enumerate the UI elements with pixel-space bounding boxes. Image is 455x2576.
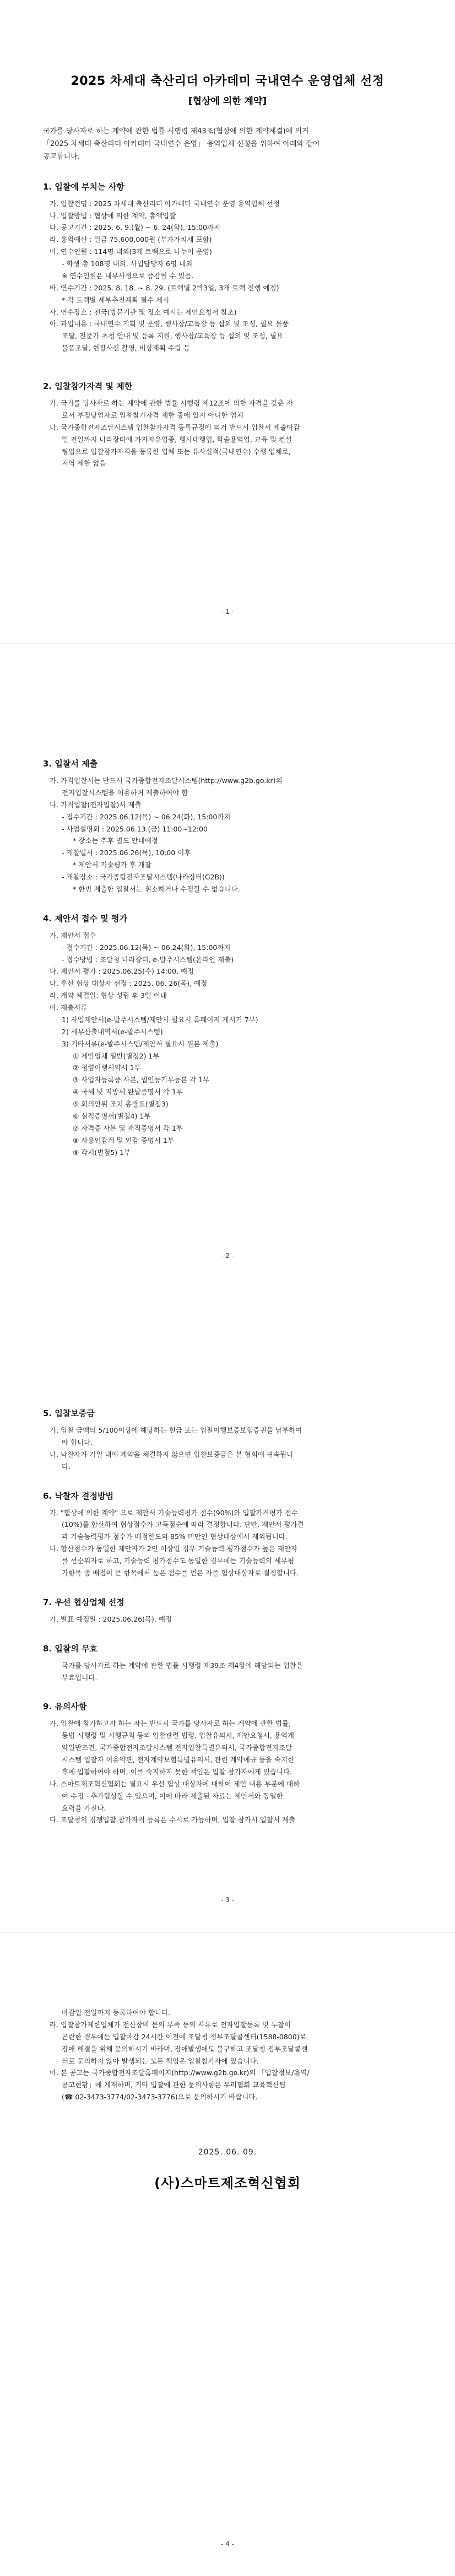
section-line: 마. 연수인원 : 114명 내외(3개 트랙으로 나누어 운영) — [50, 247, 212, 256]
section-line: 시스템 입찰자 이용약관, 전자계약보험특별유의서, 관련 계약예규 등을 숙지한 — [62, 1756, 295, 1764]
section-line: 2) 세부산출내역서(e-발주시스템) — [62, 1027, 163, 1036]
page-number: - 4 - — [221, 2540, 234, 2548]
section-line: - 접수방법 : 조달청 나라장터, e-발주시스템(온라인 제출) — [62, 955, 234, 964]
section-line: 가. 제안서 접수 — [50, 931, 96, 939]
section-line: 가항목 중 배점이 큰 항목에서 높은 점수를 얻은 자를 협상대상자로 결정합니다. — [62, 1568, 299, 1577]
section-1-body — [43, 198, 412, 354]
section-line: * 장소는 추후 별도 안내예정 — [73, 836, 158, 845]
section-5-body — [43, 1424, 412, 1473]
section-6-title: 6. 낙찰자 결정방법 — [43, 1490, 114, 1501]
section-line: 가. 발표 예정일 : 2025.06.26(목), 예정 — [50, 1614, 172, 1623]
intro-paragraph — [43, 126, 412, 163]
section-line: - 학생 총 108명 내외, 사업담당자 6명 내외 — [62, 260, 193, 268]
section-line: 동법 시행령 및 시행규칙 등의 입찰관련 법령, 입찰유의서, 제안요청서, 용역계 — [62, 1731, 295, 1740]
section-line: 여 수정 · 추가협상할 수 있으며, 이에 따라 제출된 자료는 제안서와 동일한 — [62, 1791, 283, 1800]
section-line: 후에 입찰하여야 하며, 이를 숙지하지 못한 책임은 입찰 참가자에게 있습니다. — [62, 1767, 292, 1776]
section-line: 국가를 당사자로 하는 계약에 관한 법률 시행령 제39조 제4항에 해당되는 입찰은 — [62, 1661, 303, 1670]
section-line: 를 선순위자로 하고, 기술능력 평가점수도 동일한 경우에는 기술능력의 세부평 — [62, 1557, 295, 1565]
section-line: 라. 입찰참가제한업체가 전산장비 문의 부족 등의 사유로 전자입찰등록 및 투찰이 — [50, 2020, 291, 2029]
section-line: (☎ 02-3473-3774/02-3473-3776)으로 문의하시기 바랍니다. — [62, 2093, 258, 2102]
section-3-body — [43, 775, 412, 895]
section-4-body — [43, 930, 412, 1159]
section-line: 가. 입찰에 참가하고자 하는 자는 반드시 국가를 당사자로 하는 계약에 관한 법률, — [50, 1719, 291, 1728]
section-7-title: 7. 우선 협상업체 선정 — [43, 1597, 124, 1607]
section-line: 1) 사업제안서(e-발주시스템/제안서 필요시 홈페이지 게시기 7부) — [62, 1015, 258, 1024]
page-1 — [0, 0, 455, 644]
page-2 — [0, 644, 455, 1288]
page-4 — [0, 1932, 455, 2576]
section-line: * 한번 제출한 입찰서는 취소하거나 수정할 수 없습니다. — [73, 884, 240, 893]
section-line: 3) 기타서류(e-발주시스템/제안서 필요시 원본 제출) — [62, 1039, 219, 1048]
section-9-continued — [43, 2007, 412, 2103]
section-line: - 접수기간 : 2025.06.12(목) ~ 06.24(화), 15:00까지 — [62, 943, 231, 952]
section-line: 가. 입찰건명 : 2025 차세대 축산리더 아카데미 국내연수 운영 용역업체 선정 — [50, 199, 280, 208]
intro-line: 공고합니다. — [43, 152, 80, 161]
section-line: 물품조달, 현장사진 촬영, 비상계획 수립 등 — [62, 344, 191, 353]
section-line: 조달, 전문가 초청 안내 및 등록 지원, 행사장/교육장 등 섭외 및 조성, 필요 — [62, 332, 283, 341]
section-line: 전자입찰시스템을 이용하여 제출하여야 함 — [62, 788, 188, 797]
section-line: 라. 용역예산 : 일금 75,600,000원 (부가가치세 포함) — [50, 235, 212, 244]
section-line: 약일반조건, 국가종합전자조달시스템 전자입찰특별유의서, 국가종합전자조달 — [62, 1743, 292, 1752]
page-number: - 2 - — [221, 1251, 234, 1260]
page-number: - 1 - — [221, 607, 234, 615]
section-line: ③ 사업자등록증 사본, 법인등기부등본 각 1부 — [73, 1076, 210, 1084]
section-line: 나. 가격입찰(전자입찰)서 제출 — [50, 800, 142, 809]
section-line: 라. 계약 체결일: 협상 성립 후 3일 이내 — [50, 991, 167, 1000]
section-line: 가. 국가를 당사자로 하는 계약에 관한 법률 시행령 제12조에 의한 자격을 갖춘 자 — [50, 399, 293, 407]
section-line: 효력을 가진다. — [62, 1803, 106, 1812]
section-line: 사. 연수장소 : 전국(방문기관 및 장소 예시는 제안요청서 참조) — [50, 307, 237, 316]
document-title: 2025 차세대 축산리더 아카데미 국내연수 운영업체 선정 — [71, 74, 384, 88]
section-line: 아. 과업내용 : 국내연수 기획 및 운영, 행사장/교육장 등 섭외 및 조성, 필요 물품 — [50, 320, 289, 328]
section-line: ⑨ 각서(별첨5) 1부 — [73, 1148, 131, 1157]
section-line: ④ 국세 및 지방세 완납증명서 각 1부 — [73, 1088, 183, 1097]
section-line: 나. 제안서 평가 : 2025.06.25(수) 14:00, 예정 — [50, 967, 194, 976]
section-2-title: 2. 입찰참가자격 및 제한 — [43, 381, 133, 391]
section-line: 마감일 전일까지 등록하여야 합니다. — [62, 2008, 171, 2017]
section-line: 지역 제한 없음 — [62, 459, 106, 468]
section-line: 공고현황」에 게재하며, 기타 입찰에 관한 문의사항은 우리협회 교육혁신팀 — [62, 2081, 286, 2089]
section-2-body — [43, 397, 412, 469]
organization-name: (사)스마트제조혁신협회 — [154, 2175, 301, 2191]
section-line: (10%)를 합산하여 협상점수가 고득점순에 따라 결정합니다. 단만, 제안서 평가결 — [62, 1520, 304, 1529]
section-line: 나. 스마트제조혁신협회는 필요시 우선 협상 대상자에 대하여 제안 내용 부분에 대하 — [50, 1779, 300, 1788]
section-line: 마. 본 공고는 국가종합전자조달홈페이지(http://www.g2b.go.kr)의 「입찰정보/용역/ — [50, 2069, 310, 2077]
section-line: 다. 우선 협상 대상자 선정 : 2025. 06. 26(목), 예정 — [50, 979, 208, 988]
announcement-date: 2025. 06. 09. — [198, 2148, 257, 2157]
section-line: 나. 국가종합전자조달시스템 입찰참가자격 등록규정에 의거 반드시 입찰서 제출마감 — [50, 423, 300, 431]
section-line: 야 합니다. — [62, 1438, 93, 1446]
section-line: ② 청렴이행서약서 1부 — [73, 1063, 141, 1072]
section-6-body — [43, 1507, 412, 1579]
section-line: 나. 입찰방법 : 협상에 의한 계약, 총액입찰 — [50, 211, 176, 220]
section-line: 다. 공고기간 : 2025. 6. 9.(월) ~ 6. 24(화), 15:00까지 — [50, 223, 221, 232]
intro-line: 「2025 차세대 축산리더 아카데미 국내연수 운영」 용역업체 선정을 위하여 아래와 같이 — [43, 140, 320, 149]
section-line: ⑥ 실적증명서(별첨4) 1부 — [73, 1111, 151, 1120]
section-line: 팅업으로 입찰참가자격을 등록한 업체 또는 유사실적(국내연수) 수행 업체로, — [62, 447, 291, 456]
section-line: 나. 합산점수가 동일한 제안자가 2인 이상일 경우 기술능력 평가점수가 높은 제안자 — [50, 1544, 298, 1553]
section-line: - 개찰장소 : 국가종합전자조달시스템(나라장터(G2B)) — [62, 873, 225, 881]
section-line: - 접수기간 : 2025.06.12(목) ~ 06.24(화), 15:00까지 — [62, 812, 231, 821]
section-line: 다. — [62, 1462, 71, 1471]
section-1-title: 1. 입찰에 부치는 사항 — [43, 181, 124, 192]
section-line: - 사업설명회 : 2025.06.13.(금) 11:00~12:00 — [62, 824, 208, 833]
page-number: - 3 - — [221, 1895, 234, 1904]
section-line: 장애 해결을 위해 문의하시기 바라며, 장애발생에도 불구하고 조달청 정부조달콜센 — [62, 2044, 308, 2053]
section-line: 로서 부정당업자로 입찰참가자격 제한 중에 있지 아니한 업체 — [62, 411, 243, 419]
section-3-title: 3. 입찰서 제출 — [43, 759, 98, 769]
section-line: 가. 입찰 금액의 5/100이상에 해당하는 현금 또는 입찰이행보증보험증권을 납부하여 — [50, 1426, 302, 1434]
section-line: 일 전일까지 나라장터에 가자자유업종, 행사대행업, 학술용역업, 교육 및 컨설 — [62, 435, 292, 444]
intro-line: 국가를 당사자로 하는 계약에 관한 법률 시행령 제43조(협상에 의한 계약체결)에 의거 — [43, 127, 309, 136]
section-line: 과 기술능력평가 점수가 배점한도의 85% 미만인 협상대상에서 제외됩니다. — [62, 1532, 288, 1541]
section-line: ① 제안업체 일반(별첨2) 1부 — [73, 1051, 160, 1060]
section-4-title: 4. 제안서 접수 및 평가 — [43, 913, 127, 924]
document-subtitle: [협상에 의한 계약] — [188, 96, 267, 107]
section-line: 터로 문의하지 않아 발생되는 모든 책임은 입찰참가자에 있습니다. — [62, 2056, 259, 2065]
section-8-body — [43, 1660, 412, 1684]
section-9-body — [43, 1718, 412, 1826]
section-8-title: 8. 입찰의 무효 — [43, 1643, 98, 1654]
page-3 — [0, 1288, 455, 1932]
section-line: ⑧ 사용인감계 및 인감 증명서 1부 — [73, 1136, 174, 1144]
section-5-title: 5. 입찰보증금 — [43, 1408, 95, 1418]
section-line: 가. 가격입찰서는 반드시 국가종합전자조달시스템(http://www.g2b.go.kr)의 — [50, 776, 283, 785]
section-line: * 제안서 기술평가 후 개찰 — [73, 861, 151, 870]
section-7-body — [43, 1613, 412, 1625]
section-line: 바. 연수기간 : 2025. 8. 18. ~ 8. 29. (트랙별 2박3일, 3개 트랙 진행 예정) — [50, 283, 279, 292]
section-line: 다. 조달청의 경쟁입찰 참가자격 등록은 수시로 가능하며, 입찰 참가시 입찰서 제출 — [50, 1816, 296, 1824]
section-line: ⑦ 자격증 사본 및 재직증명서 각 1부 — [73, 1124, 183, 1132]
section-line: - 개찰일시 : 2025.06.26(목), 10:00 이후 — [62, 849, 191, 857]
section-line: 가. "협상에 의한 계약" 으로 제안서 기술능력평가 점수(90%)와 입찰가격평가 점수 — [50, 1508, 299, 1517]
section-line: 마. 제출서류 — [50, 1003, 88, 1012]
section-line: ※ 연수인원은 내부사정으로 증감될 수 있음. — [62, 271, 194, 280]
section-9-title: 9. 유의사항 — [43, 1702, 87, 1712]
section-line: 무효입니다. — [62, 1673, 98, 1682]
section-line: 나. 낙찰자가 기일 내에 계약을 체결하지 않으면 입찰보증금은 본 협회에 귀속됩니 — [50, 1450, 294, 1459]
section-line: ⑤ 회의안위 조치 총괄표(별첨3) — [73, 1100, 169, 1108]
section-line: 곤란한 경우에는 입찰마감 24시간 이전에 조달청 정부조달콜센터(1588-0800)로 — [62, 2032, 306, 2041]
section-line: * 각 트랙별 세부추진계획 필수 제시 — [62, 295, 170, 304]
